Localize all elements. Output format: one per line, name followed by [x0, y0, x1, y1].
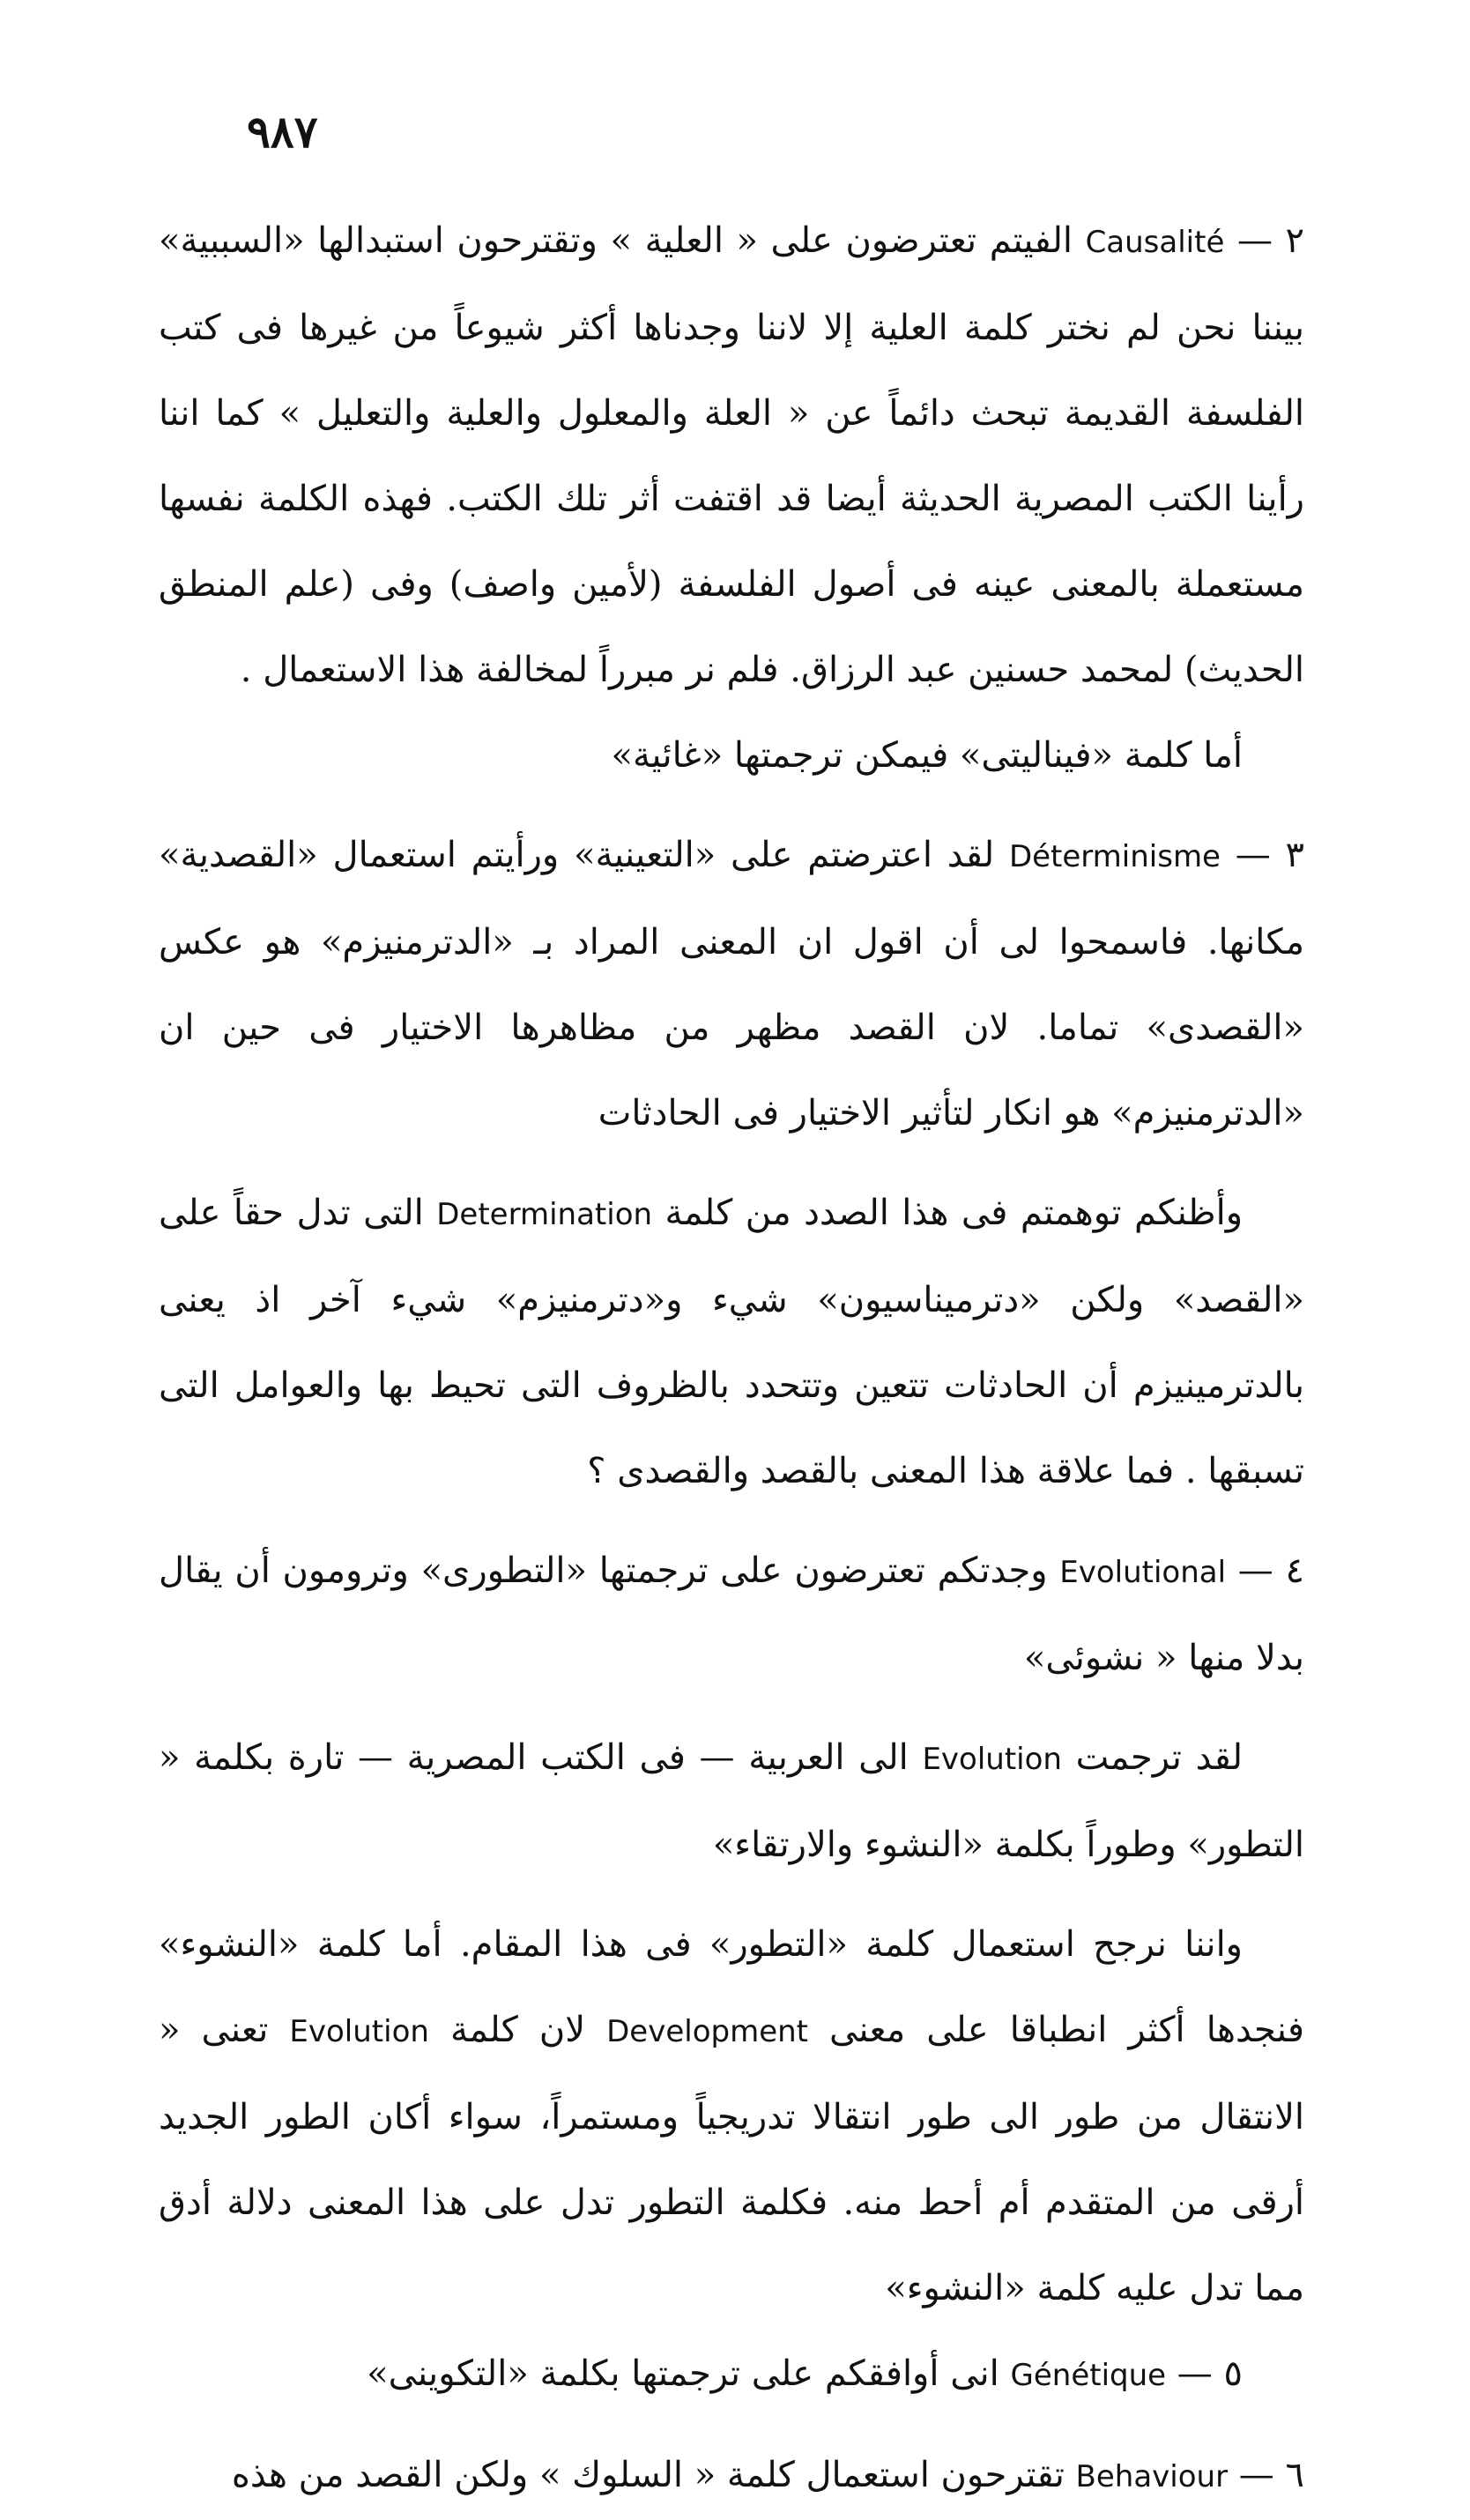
paragraph: [159, 1715, 1304, 1888]
paragraph: [159, 813, 1304, 1156]
paragraph-text: التى تدل حقاً على «القصد» ولكن «دترميناسيون» شيء و«دترمنيزم» شيء آخر اذ يعنى بالدترمينيزم أن الحادثات تتعين وتتحدد بالظروف التى تحيط بها والعوامل التى تسبقها . فما علاقة هذا المعنى بالقصد والقصدى ؟: [159, 1193, 1304, 1491]
paragraph-text: لقد اعترضتم على «التعينية» ورأيتم استعمال «القصدية» مكانها. فاسمحوا لى أن اقول ان المعنى المراد بـ «الدترمنيزم» هو عكس «القصدى» تماما. لان القصد مظهر من مظاهرها الاختيار فى حين ان «الدترمنيزم» هو انكار لتأثير الاختيار فى الحادثات: [159, 835, 1304, 1134]
latin-term: Evolutional: [1059, 1555, 1227, 1590]
body-text: [159, 198, 1304, 2520]
latin-term: Causalité: [1085, 225, 1225, 260]
paragraph-text: ٤ —: [1226, 1550, 1304, 1591]
paragraph-text: ٢ —: [1224, 220, 1305, 261]
paragraph-text: واننا نرجح استعمال كلمة «التطور» فى هذا المقام. أما كلمة «النشوء» فنجدها أكثر انطباقا على معنى: [159, 1924, 1304, 2050]
paragraph-text: ٦ —: [1228, 2455, 1304, 2495]
page-number: ٩٨٧: [247, 106, 318, 158]
paragraph-text: لان كلمة: [428, 2010, 607, 2050]
paragraph-text: وجدتكم تعترضون على ترجمتها «التطورى» وترومون أن يقال بدلا منها « نشوئى»: [159, 1550, 1304, 1678]
paragraph-text: تقترحون استعمال كلمة « السلوك » ولكن القصد من هذه: [231, 2455, 1076, 2495]
paragraph: [159, 198, 1304, 713]
latin-term: Déterminisme: [1008, 839, 1221, 874]
paragraph-text: الى العربية — فى الكتب المصرية — تارة بكلمة « التطور» وطوراً بكلمة «النشوء والارتقاء»: [159, 1737, 1304, 1865]
paragraph: [159, 713, 1304, 799]
paragraph: [159, 1902, 1304, 2331]
latin-term: Génétique: [1010, 2358, 1167, 2393]
paragraph: [159, 1528, 1304, 1701]
latin-term: Evolution: [922, 1742, 1062, 1777]
latin-term: Evolution: [289, 2014, 429, 2049]
paragraph-text: الفيتم تعترضون على « العلية » وتقترحون استبدالها «السببية» بيننا نحن لم نختر كلمة العلية إلا لاننا وجدناها أكثر شيوعاً من غيرها فى كتب الفلسفة القديمة تبحث دائماً عن « العلة والمعلول والعلية والتعليل » كما اننا رأينا الكتب المصرية الحديثة أيضا قد اقتفت أثر تلك الكتب. فهذه الكلمة نفسها مستعملة بالمعنى عينه فى أصول الفلسفة (لأمين واصف) وفى (علم المنطق الحديث) لمحمد حسنين عبد الرزاق. فلم نر مبرراً لمخالفة هذا الاستعمال .: [159, 220, 1304, 690]
paragraph-text: ٣ —: [1220, 835, 1304, 875]
paragraph-text: انى أوافقكم على ترجمتها بكلمة «التكوينى»: [367, 2353, 1011, 2394]
paragraph: [159, 2433, 1304, 2520]
paragraph-text: وأظنكم توهمتم فى هذا الصدد من كلمة: [652, 1193, 1244, 1233]
paragraph: [159, 1171, 1304, 1514]
paragraph-text: لقد ترجمت: [1061, 1737, 1243, 1778]
paragraph-text: تعنى « الانتقال من طور الى طور انتقالا تدريجياً ومستمراً، سواء أكان الطور الجديد أرقى من المتقدم أم أحط منه. فكلمة التطور تدل على هذا المعنى دلالة أدق مما تدل عليه كلمة «النشوء»: [159, 2010, 1304, 2308]
paragraph: [159, 2331, 1304, 2419]
latin-term: Determination: [436, 1197, 653, 1232]
paragraph-text: أما كلمة «فينالیتی» فيمكن ترجمتها «غائية»: [611, 735, 1243, 776]
latin-term: Behaviour: [1075, 2459, 1229, 2494]
latin-term: Development: [606, 2014, 808, 2049]
paragraph-text: ٥ —: [1166, 2353, 1243, 2394]
